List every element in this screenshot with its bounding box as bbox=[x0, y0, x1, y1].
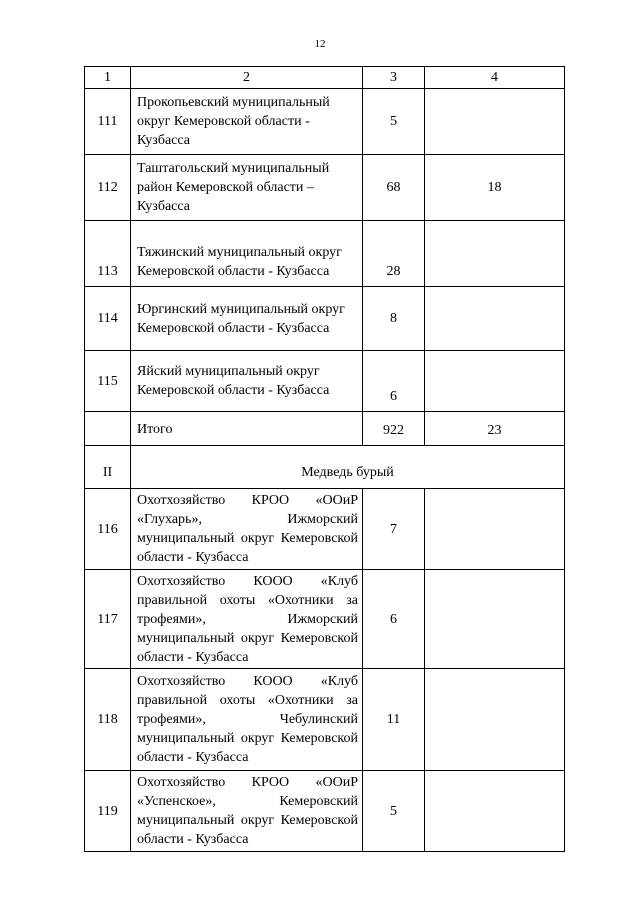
table-row bbox=[85, 351, 565, 412]
row-value-4 bbox=[425, 351, 565, 412]
row-number: 111 bbox=[85, 89, 131, 155]
table-row bbox=[85, 221, 565, 287]
row-number: 116 bbox=[85, 489, 131, 570]
page-number: 12 bbox=[314, 38, 326, 50]
row-value-4: 18 bbox=[425, 155, 565, 221]
table-row bbox=[85, 287, 565, 351]
row-name: Охотхозяйство КООО «Клуб правильной охоты «Охотники за трофеями», Чебулинский муниципальный округ Кемеровской области - Кузбасса bbox=[131, 669, 363, 771]
row-value-4 bbox=[425, 771, 565, 852]
total-value-3: 922 bbox=[363, 412, 425, 446]
row-value-4 bbox=[425, 287, 565, 351]
row-value-3: 68 bbox=[363, 155, 425, 221]
row-number: 115 bbox=[85, 351, 131, 412]
total-number-cell bbox=[85, 412, 131, 446]
header-cell: 3 bbox=[363, 67, 425, 89]
row-number: 114 bbox=[85, 287, 131, 351]
section-title: Медведь бурый bbox=[131, 446, 565, 489]
row-value-4 bbox=[425, 669, 565, 771]
row-name: Юргинский муниципальный округ Кемеровской области - Кузбасса bbox=[131, 287, 363, 351]
row-value-3: 28 bbox=[363, 221, 425, 287]
row-number: 118 bbox=[85, 669, 131, 771]
total-label: Итого bbox=[131, 412, 363, 446]
section-row bbox=[85, 446, 565, 489]
row-name: Охотхозяйство КРОО «ООиР «Глухарь», Ижморский муниципальный округ Кемеровской области - Кузбасса bbox=[131, 489, 363, 570]
row-value-3: 6 bbox=[363, 570, 425, 669]
row-name: Прокопьевский муниципальный округ Кемеровской области - Кузбасса bbox=[131, 89, 363, 155]
row-number: 112 bbox=[85, 155, 131, 221]
header-cell: 4 bbox=[425, 67, 565, 89]
row-name: Таштагольский муниципальный район Кемеровской области – Кузбасса bbox=[131, 155, 363, 221]
row-value-3: 5 bbox=[363, 771, 425, 852]
table-header-row bbox=[85, 67, 565, 89]
total-value-4: 23 bbox=[425, 412, 565, 446]
row-value-3: 5 bbox=[363, 89, 425, 155]
table-row bbox=[85, 89, 565, 155]
row-value-4 bbox=[425, 570, 565, 669]
row-number: 113 bbox=[85, 221, 131, 287]
table-row bbox=[85, 155, 565, 221]
row-name: Тяжинский муниципальный округ Кемеровской области - Кузбасса bbox=[131, 221, 363, 287]
row-value-4 bbox=[425, 221, 565, 287]
row-number: 119 bbox=[85, 771, 131, 852]
header-cell: 1 bbox=[85, 67, 131, 89]
row-value-4 bbox=[425, 89, 565, 155]
table-row bbox=[85, 669, 565, 771]
row-value-3: 11 bbox=[363, 669, 425, 771]
total-row bbox=[85, 412, 565, 446]
section-number: II bbox=[85, 446, 131, 489]
table-row bbox=[85, 489, 565, 570]
row-name: Яйский муниципальный округ Кемеровской области - Кузбасса bbox=[131, 351, 363, 412]
row-name: Охотхозяйство КРОО «ООиР «Успенское», Кемеровский муниципальный округ Кемеровской области - Кузбасса bbox=[131, 771, 363, 852]
row-value-3: 8 bbox=[363, 287, 425, 351]
row-name: Охотхозяйство КООО «Клуб правильной охоты «Охотники за трофеями», Ижморский муниципальный округ Кемеровской области - Кузбасса bbox=[131, 570, 363, 669]
row-value-3: 6 bbox=[363, 351, 425, 412]
table-row bbox=[85, 771, 565, 852]
header-cell: 2 bbox=[131, 67, 363, 89]
row-number: 117 bbox=[85, 570, 131, 669]
row-value-3: 7 bbox=[363, 489, 425, 570]
table-row bbox=[85, 570, 565, 669]
row-value-4 bbox=[425, 489, 565, 570]
quota-table bbox=[84, 66, 565, 852]
